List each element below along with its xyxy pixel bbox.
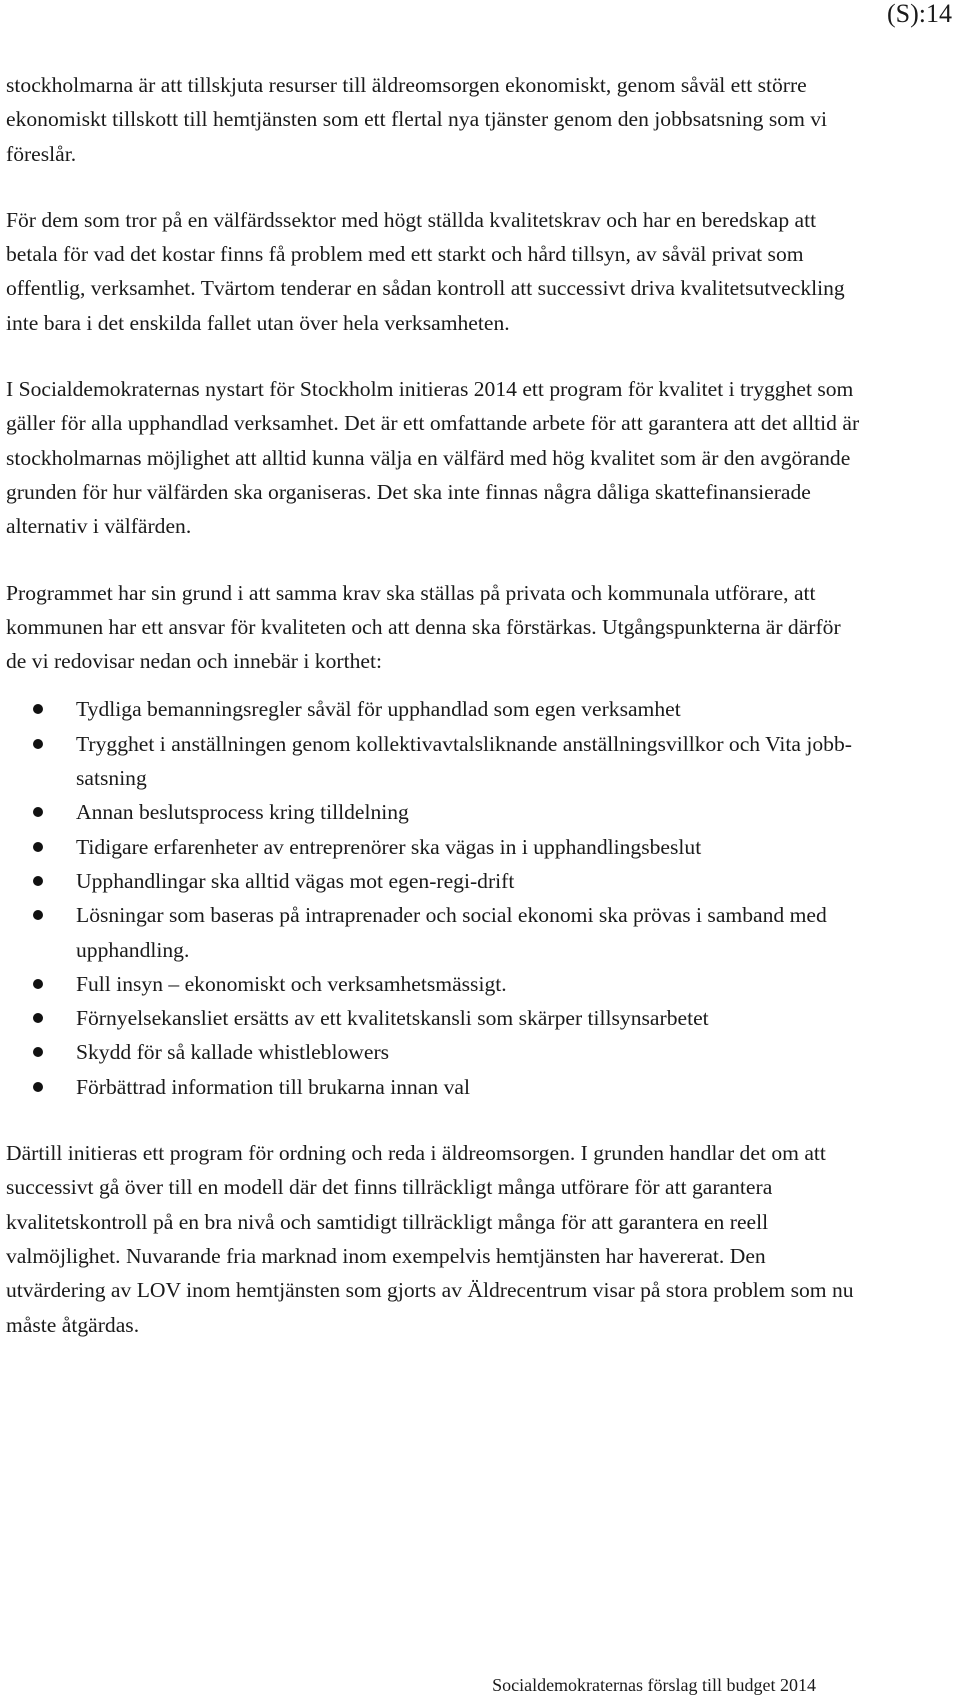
bullet-icon: [33, 1047, 43, 1057]
paragraph-quality-program: I Socialdemokraternas nystart för Stockholm initieras 2014 ett program för kvalitet i trygghet som gäller för alla upphandlad verksamhet. Det är ett omfattande arbete för att garantera att det alltid är stockholmarnas möjlighet att alltid kunna välja en välfärd med hög kvalitet som är den avgörande grunden för hur välfärden ska organiseras. Det ska inte finnas några dåliga skattefinansierade alternativ i välfärden.: [6, 377, 860, 539]
list-item-text: Full insyn – ekonomiskt och verksamhetsmässigt.: [76, 971, 507, 996]
list-item: [6, 1035, 866, 1069]
paragraph-program-basis: Programmet har sin grund i att samma krav ska ställas på privata och kommunala utförare, att kommunen har ett ansvar för kvaliteten och att denna ska förstärkas. Utgångspunkterna är därför de vi redovisar nedan och innebär i korthet:: [6, 580, 841, 674]
list-item-text: Lösningar som baseras på intraprenader och social ekonomi ska prövas i samband med upphandling.: [76, 903, 827, 962]
page-footer: Socialdemokraternas förslag till budget 2014: [492, 1675, 816, 1695]
list-item: [6, 1001, 866, 1035]
list-item-text: Förbättrad information till brukarna innan val: [76, 1074, 470, 1099]
list-item: [6, 967, 866, 1001]
bullet-list: [6, 692, 866, 1104]
list-item: [6, 898, 866, 967]
bullet-icon: [33, 807, 43, 817]
list-item: [6, 795, 866, 829]
paragraph-order-program: Därtill initieras ett program för ordning och reda i äldreomsorgen. I grunden handlar det om att successivt gå över till en modell där det finns tillräckligt många utförare för att garantera kvalitetskontroll på en bra nivå och samtidigt tillräckligt många för att garantera en reell valmöjlighet. Nuvarande fria marknad inom exempelvis hemtjänsten har havererat. Den utvärdering av LOV inom hemtjänsten som gjorts av Äldrecentrum visar på stora problem som nu måste åtgärdas.: [6, 1141, 854, 1337]
bullet-icon: [33, 910, 43, 920]
bullet-icon: [33, 842, 43, 852]
bullet-icon: [33, 876, 43, 886]
bullet-icon: [33, 1013, 43, 1023]
paragraph-intro-continuation: stockholmarna är att tillskjuta resurser till äldreomsorgen ekonomiskt, genom såväl ett större ekonomiskt tillskott till hemtjänsten som ett flertal nya tjänster genom den jobbsatsning som vi föreslår.: [6, 73, 828, 166]
list-item-text: Tidigare erfarenheter av entreprenörer ska vägas in i upphandlingsbeslut: [76, 834, 702, 859]
paragraph-supervision: För dem som tror på en välfärdssektor med högt ställda kvalitetskrav och har en beredskap att betala för vad det kostar finns få problem med ett starkt och hård tillsyn, av såväl privat som offentlig, verksamhet. Tvärtom tenderar en sådan kontroll att successivt driva kvalitetsutveckling inte bara i det enskilda fallet utan över hela verksamheten.: [6, 207, 845, 335]
bullet-icon: [33, 739, 43, 749]
list-item-text: Upphandlingar ska alltid vägas mot egen-regi-drift: [76, 868, 515, 893]
list-item: [6, 1070, 866, 1104]
document-body: [6, 68, 866, 1374]
bullet-icon: [33, 1082, 43, 1092]
list-item-text: Annan beslutsprocess kring tilldelning: [76, 800, 409, 825]
list-item-text: Skydd för så kallade whistleblowers: [76, 1040, 390, 1065]
list-item: [6, 830, 866, 864]
list-item-text: Förnyelsekansliet ersätts av ett kvalitetskansli som skärper tillsynsarbetet: [76, 1006, 709, 1031]
bullet-icon: [33, 704, 43, 714]
list-item-text: Trygghet i anställningen genom kollektivavtalsliknande anställningsvillkor och Vita jobb-satsning: [76, 731, 852, 791]
page-number: (S):14: [887, 0, 952, 28]
bullet-icon: [33, 979, 43, 989]
list-item: [6, 727, 866, 796]
list-item: [6, 692, 866, 726]
list-item: [6, 864, 866, 898]
list-item-text: Tydliga bemanningsregler såväl för upphandlad som egen verksamhet: [76, 697, 681, 722]
